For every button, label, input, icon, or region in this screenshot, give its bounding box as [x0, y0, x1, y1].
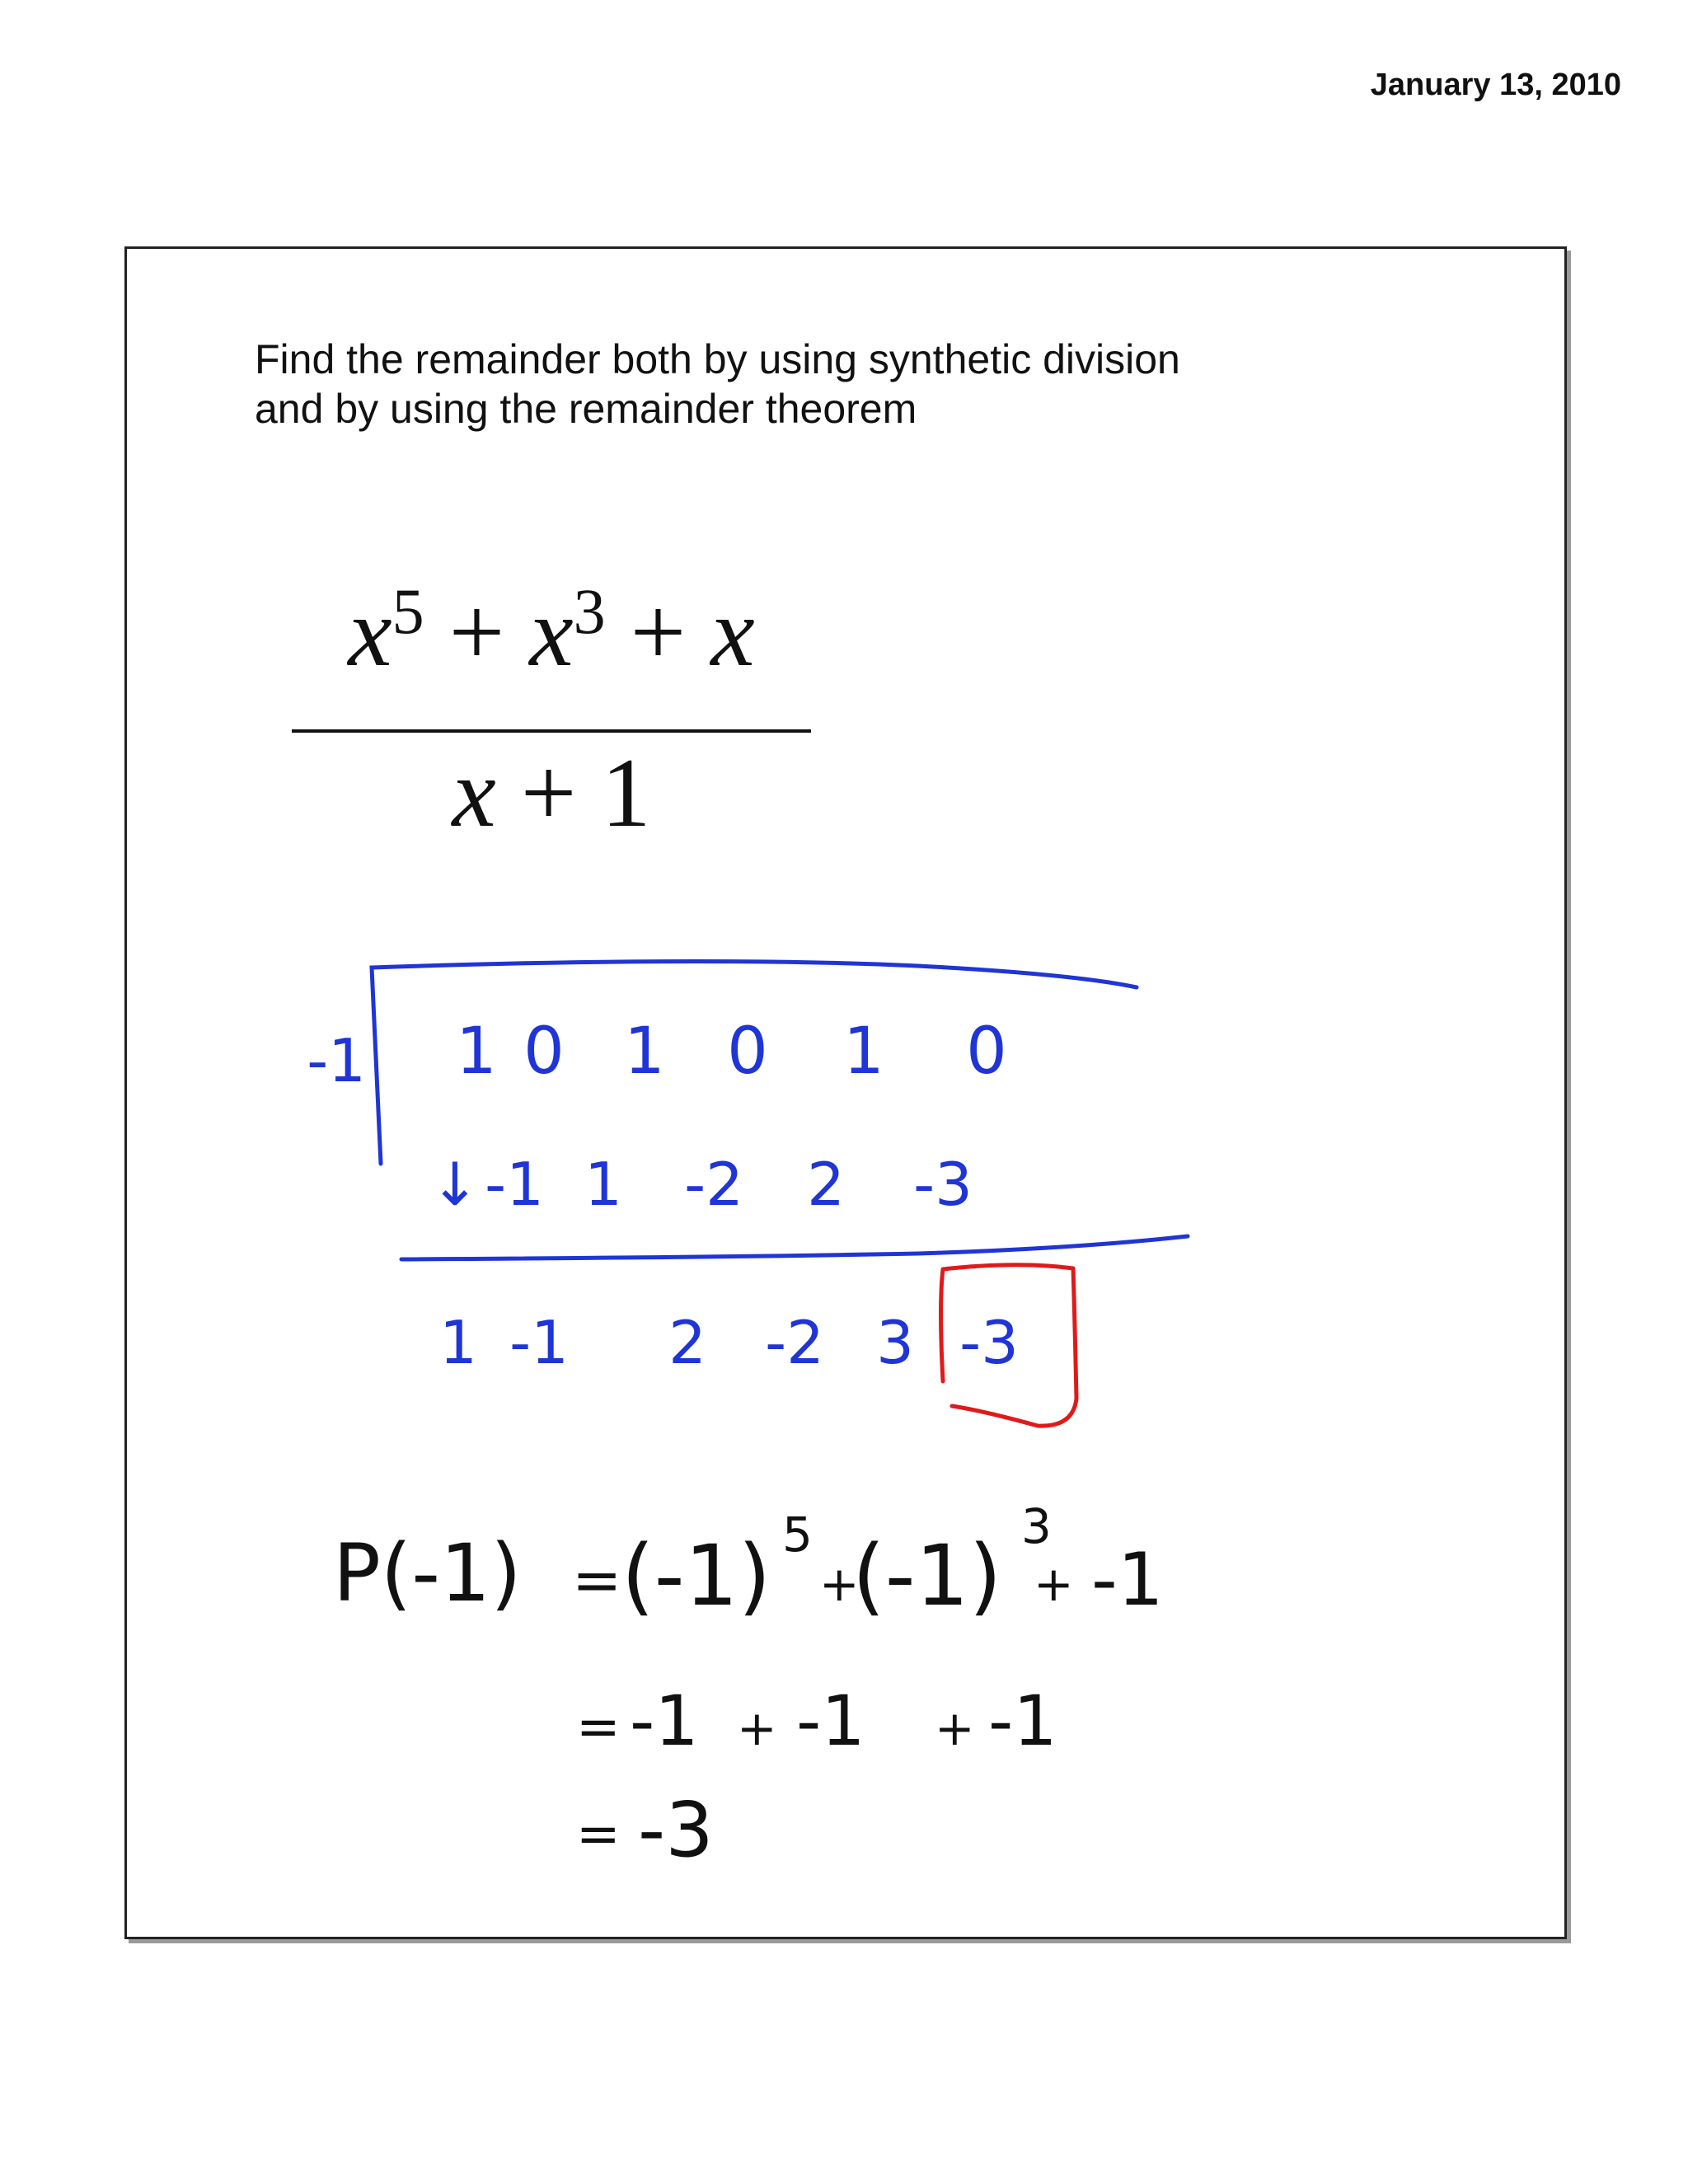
fraction-bar — [292, 729, 811, 733]
divisor-value: -1 — [307, 1026, 366, 1095]
result-value: 1 — [439, 1308, 477, 1377]
product-value: 2 — [807, 1150, 845, 1219]
division-result-line — [401, 1236, 1188, 1259]
theorem-term: -1 — [796, 1680, 865, 1761]
product-value: ↓ — [429, 1150, 481, 1219]
problem-instruction — [255, 335, 1180, 434]
coefficient: 0 — [523, 1015, 565, 1089]
theorem-term: -1 — [630, 1680, 699, 1761]
remainder-highlight-box — [941, 1265, 1077, 1426]
numerator-var-1: x — [348, 577, 392, 687]
theorem-result: -3 — [638, 1786, 714, 1874]
theorem-plus: + — [737, 1700, 777, 1756]
denominator-plus: + — [520, 738, 577, 847]
division-bracket — [372, 961, 1137, 1164]
product-value: 1 — [584, 1150, 622, 1219]
theorem-equals: = — [572, 1545, 622, 1615]
theorem-term: -1 — [1091, 1537, 1164, 1622]
handwritten-work — [127, 249, 1564, 1937]
product-value: -1 — [485, 1150, 544, 1219]
theorem-exponent: 5 — [782, 1507, 813, 1563]
instruction-line-2: and by using the remainder theorem — [255, 386, 917, 432]
result-value: 2 — [668, 1308, 706, 1377]
notebook-page — [124, 246, 1567, 1939]
coefficient: 0 — [966, 1015, 1007, 1089]
theorem-lhs: P(-1) — [333, 1527, 522, 1619]
theorem-equals: = — [576, 1697, 621, 1758]
denominator-var: x — [452, 738, 496, 847]
polynomial-fraction — [292, 570, 811, 847]
coefficient: 0 — [727, 1015, 768, 1089]
exponent-5: 5 — [392, 575, 424, 647]
theorem-term: -1 — [988, 1680, 1057, 1761]
coefficient: 1 — [843, 1015, 884, 1089]
theorem-term: (-1) — [621, 1527, 771, 1625]
fraction-denominator — [292, 739, 811, 846]
exponent-3: 3 — [573, 575, 606, 647]
coefficient: 1 — [624, 1015, 665, 1089]
numerator-plus-1: + — [448, 577, 505, 687]
result-value: -3 — [959, 1308, 1019, 1377]
fraction-numerator — [292, 570, 811, 694]
synthetic-division — [307, 961, 1188, 1377]
result-value: 3 — [876, 1308, 914, 1377]
theorem-equals: = — [576, 1804, 621, 1865]
numerator-var-2: x — [529, 577, 574, 687]
result-value: -2 — [765, 1308, 824, 1377]
instruction-line-1: Find the remainder both by using synthetic division — [255, 336, 1180, 382]
denominator-const: 1 — [601, 738, 651, 847]
result-value: -1 — [509, 1308, 569, 1377]
coefficient: 1 — [456, 1015, 497, 1089]
remainder-theorem-work — [333, 1498, 1164, 1874]
numerator-plus-2: + — [630, 577, 687, 687]
theorem-plus: + — [819, 1556, 860, 1612]
theorem-plus: + — [1034, 1556, 1074, 1612]
page-date: January 13, 2010 — [1370, 68, 1621, 102]
theorem-term: (-1) — [852, 1527, 1002, 1625]
product-value: -3 — [913, 1150, 973, 1219]
product-value: -2 — [684, 1150, 743, 1219]
theorem-plus: + — [935, 1700, 975, 1756]
numerator-var-3: x — [710, 577, 755, 687]
theorem-exponent: 3 — [1021, 1498, 1052, 1554]
